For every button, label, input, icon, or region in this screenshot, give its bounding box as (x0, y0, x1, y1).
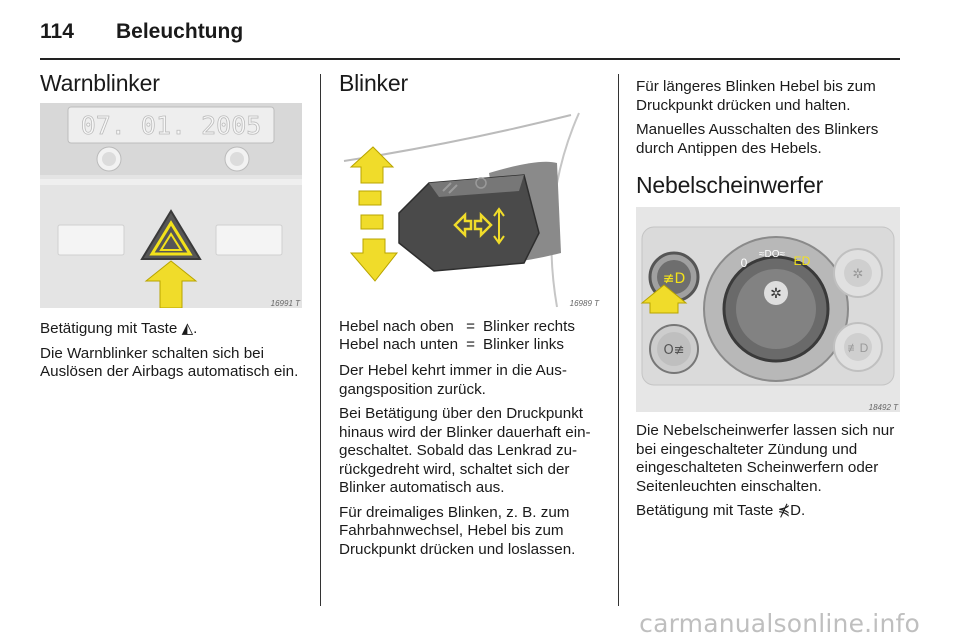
figure-code-16991: 16991 T (270, 299, 300, 308)
equals-sign: = (466, 336, 475, 353)
fog-light-operation-period: . (800, 502, 806, 519)
page-header (40, 18, 900, 58)
header-rule (40, 58, 900, 60)
hazard-triangle-icon: ◭ (181, 320, 194, 337)
section-title-blinker: Blinker (339, 70, 408, 96)
turn-lever-illustration (339, 103, 601, 308)
watermark: carmanualsonline.info (639, 609, 920, 638)
chapter-title: Beleuchtung (116, 20, 244, 43)
fog-light-operation-text (636, 502, 900, 521)
table-row (339, 318, 575, 336)
hazard-airbag-text: Die Warnblinker schalten sich bei Auslösen der Airbags automatisch ein. (40, 344, 299, 380)
svg-text:✲: ✲ (770, 286, 782, 302)
equals-sign: = (466, 318, 475, 335)
figure-code-18492: 18492 T (868, 403, 898, 412)
figure-code-16989: 16989 T (569, 299, 599, 308)
lever-permanent-text: Bei Betätigung über den Druckpunkt hinaus wird der Blinker dauerhaft eingeschaltet. Sobald das Lenkrad zurückgedreht wird, schaltet sich der Blinker automatisch aus. (339, 405, 591, 496)
figure-hazard-switch (40, 103, 302, 308)
section-title-nebelscheinwerfer: Nebelscheinwerfer (636, 172, 824, 198)
section-warnblinker (40, 70, 302, 388)
column-divider-1 (320, 74, 321, 606)
fog-light-icon: ⋠D (777, 502, 801, 519)
manual-off-text: Manuelles Ausschalten des Blinkers durch Antippen des Hebels. (636, 121, 879, 157)
hazard-operation-label: Betätigung mit Taste (40, 320, 178, 337)
clock-display-text: 07. 01. 2005 (80, 111, 262, 140)
column-divider-2 (618, 74, 619, 606)
lever-up-label: Hebel nach oben (339, 318, 454, 335)
figure-turn-lever (339, 103, 601, 308)
lever-down-label: Hebel nach unten (339, 336, 459, 353)
hazard-operation-period: . (193, 320, 198, 337)
table-row (339, 336, 575, 354)
long-blink-text: Für längeres Blinken Hebel bis zum Druckpunkt drücken und halten. (636, 78, 876, 114)
page-number: 114 (40, 20, 74, 43)
fog-light-condition-text: Die Nebelscheinwerfer lassen sich nur bei eingeschalteter Zündung und eingeschalteten Scheinwerfern oder Seitenleuchten einschalten. (636, 422, 895, 495)
svg-text:≈DO≈: ≈DO≈ (759, 249, 785, 260)
hazard-operation-text (40, 320, 302, 339)
section-title-warnblinker: Warnblinker (40, 70, 160, 96)
fog-light-switch-illustration (636, 207, 900, 412)
lever-return-text: Der Hebel kehrt immer in die Ausgangsposition zurück. (339, 362, 567, 398)
svg-text:✲: ✲ (852, 266, 864, 281)
section-nebelscheinwerfer (636, 70, 900, 527)
lever-triple-blink-text: Für dreimaliges Blinken, z. B. zum Fahrbahnwechsel, Hebel bis zum Druckpunkt drücken und loslassen. (339, 503, 576, 558)
svg-text:≢D: ≢D (662, 271, 686, 287)
blinker-right-label: Blinker rechts (482, 318, 575, 335)
hazard-switch-illustration (40, 103, 302, 308)
lever-direction-table (339, 318, 575, 354)
fog-light-operation-label: Betätigung mit Taste (636, 502, 774, 519)
blinker-left-label: Blinker links (482, 336, 564, 353)
svg-text:ED: ED (793, 254, 811, 268)
dial-zero-label: 0 (740, 256, 748, 270)
section-blinker (339, 70, 601, 565)
svg-text:≢D: ≢D (847, 341, 869, 355)
figure-fog-light-switch (636, 207, 900, 412)
svg-text:O≢: O≢ (663, 343, 685, 358)
